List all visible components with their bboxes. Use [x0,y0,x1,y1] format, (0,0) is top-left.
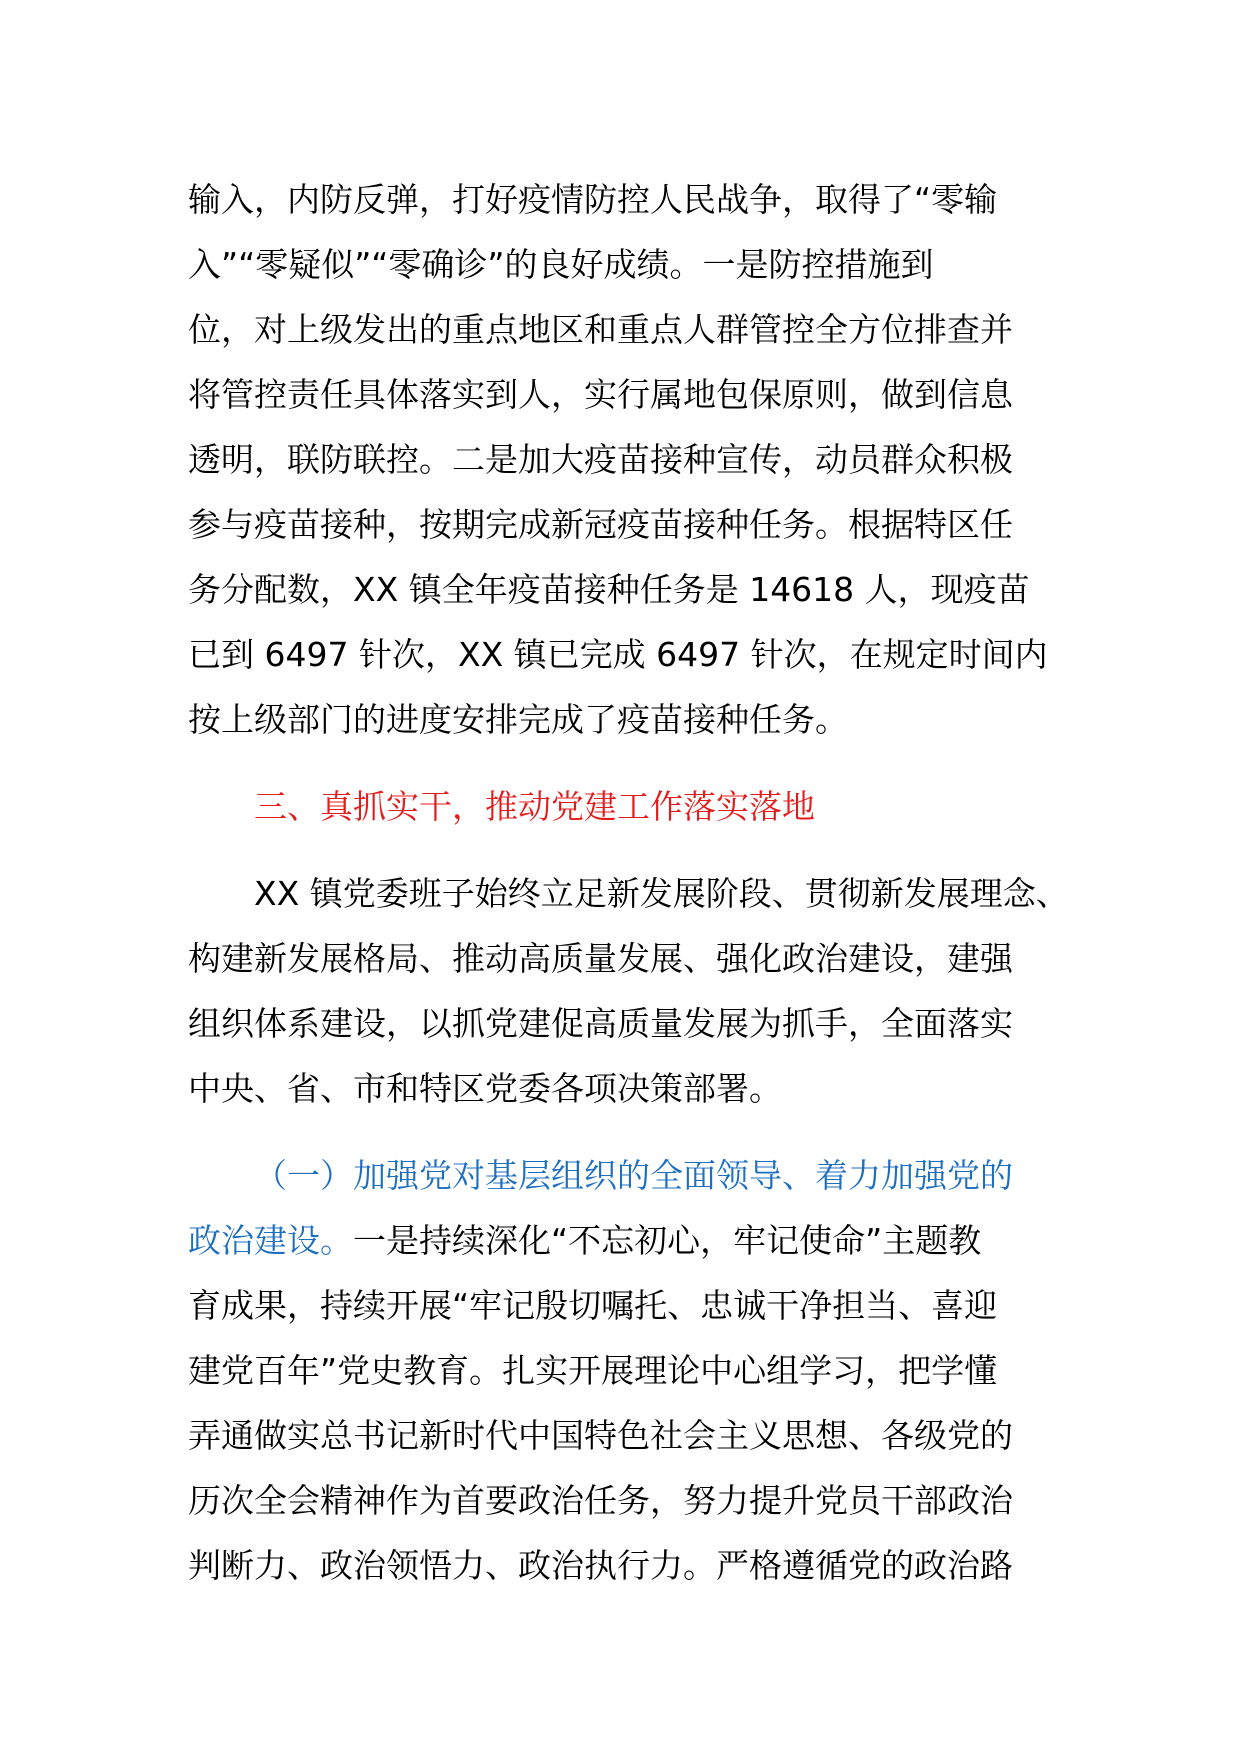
paragraph-party-building-intro [188,861,1069,1121]
text-line: 弄通做实总书记新时代中国特色社会主义思想、各级党的 [188,1416,1013,1455]
text-line: 中央、省、市和特区党委各项决策部署。 [188,1069,782,1108]
text-line: 务分配数，XX 镇全年疫苗接种任务是 14618 人，现疫苗 [188,570,1030,609]
text-line: 透明，联防联控。二是加大疫苗接种宣传，动员群众积极 [188,440,1013,479]
text-line: 判断力、政治领悟力、政治执行力。严格遵循党的政治路 [188,1546,1013,1585]
text-line: 将管控责任具体落实到人，实行属地包保原则，做到信息 [188,375,1013,414]
text-line: 建党百年”党史教育。扎实开展理论中心组学习，把学懂 [188,1351,998,1390]
paragraph-political-construction [188,1143,1058,1598]
subsection-heading-end: 政治建设。 [188,1221,353,1260]
text-line: XX 镇党委班子始终立足新发展阶段、贯彻新发展理念、 [254,874,1069,913]
text-line: 育成果，持续开展“牢记殷切嘱托、忠诚干净担当、喜迎 [188,1286,998,1325]
text-line-rest: 一是持续深化“不忘初心，牢记使命”主题教 [353,1221,982,1260]
section-heading-text: 三、真抓实干，推动党建工作落实落地 [254,787,815,826]
text-line: 入”“零疑似”“零确诊”的良好成绩。一是防控措施到 [188,245,934,284]
text-line [188,1208,1058,1273]
text-line: 位，对上级发出的重点地区和重点人群管控全方位排查并 [188,310,1013,349]
text-line: 组织体系建设，以抓党建促高质量发展为抓手，全面落实 [188,1004,1013,1043]
text-line: 参与疫苗接种，按期完成新冠疫苗接种任务。根据特区任 [188,505,1013,544]
section-heading [188,774,1058,839]
text-line: 历次全会精神作为首要政治任务，努力提升党员干部政治 [188,1481,1013,1520]
page-content [188,167,1069,1598]
subsection-heading: （一）加强党对基层组织的全面领导、着力加强党的 [254,1156,1013,1195]
paragraph-epidemic-control [188,167,1058,752]
text-line: 输入，内防反弹，打好疫情防控人民战争，取得了“零输 [188,180,998,219]
text-line: 构建新发展格局、推动高质量发展、强化政治建设，建强 [188,939,1013,978]
text-line: 按上级部门的进度安排完成了疫苗接种任务。 [188,700,848,739]
text-line: 已到 6497 针次，XX 镇已完成 6497 针次，在规定时间内 [188,635,1048,674]
